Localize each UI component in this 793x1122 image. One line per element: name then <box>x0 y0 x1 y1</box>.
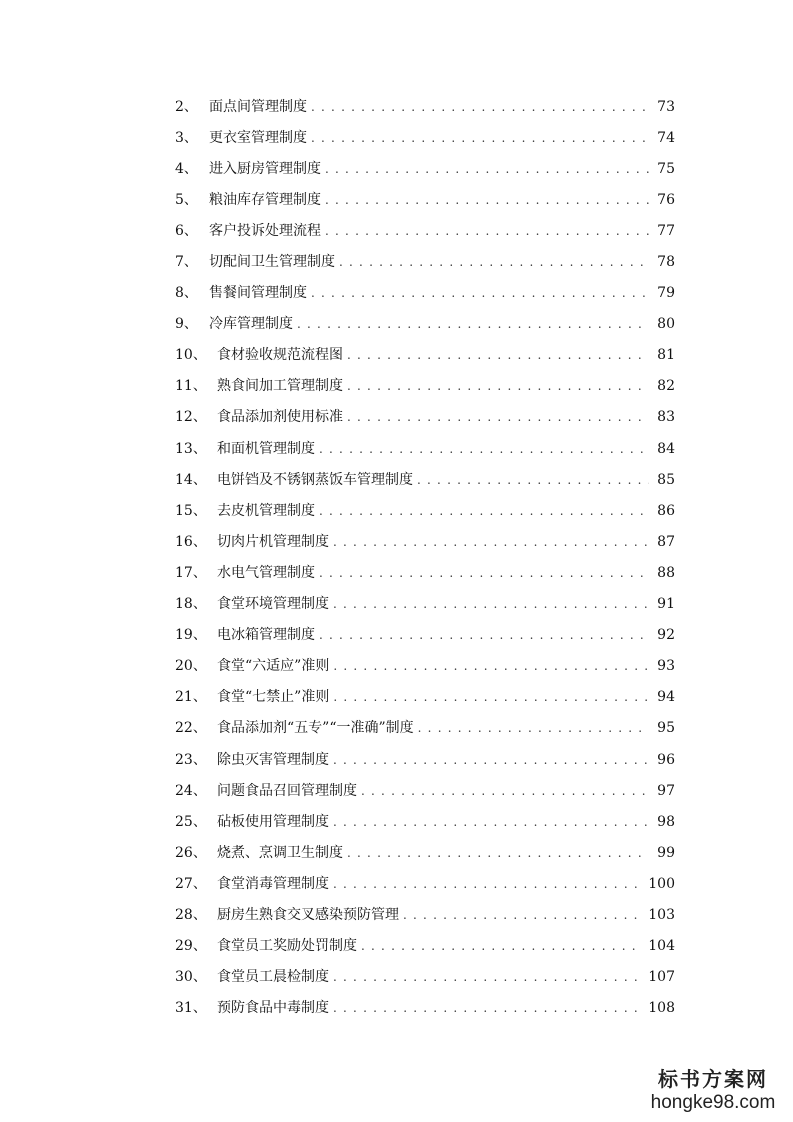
toc-entry-title: 食堂环境管理制度 <box>217 596 329 613</box>
toc-entry[interactable] <box>175 215 675 246</box>
toc-entry[interactable] <box>175 775 675 806</box>
toc-entry-title: 食堂消毒管理制度 <box>217 875 329 892</box>
toc-entry-title: 客户投诉处理流程 <box>209 222 321 239</box>
toc-dot-leader <box>325 163 649 175</box>
toc-entry[interactable] <box>175 495 675 526</box>
watermark-chinese-name: 标书方案网 <box>658 1067 768 1091</box>
toc-entry-title: 烧煮、烹调卫生制度 <box>217 844 343 861</box>
toc-dot-leader <box>319 629 649 641</box>
toc-entry-page: 85 <box>657 471 675 488</box>
toc-entry[interactable] <box>175 433 675 464</box>
toc-entry-title: 食堂员工奖励处罚制度 <box>217 938 357 955</box>
toc-entry-number: 25、 <box>175 813 207 830</box>
toc-entry-number: 18、 <box>175 596 207 613</box>
toc-entry-number: 7、 <box>175 254 198 271</box>
toc-entry-number: 10、 <box>175 347 207 364</box>
toc-entry-number: 4、 <box>175 160 198 177</box>
toc-dot-leader <box>311 132 649 144</box>
toc-entry-page: 88 <box>657 564 675 581</box>
toc-entry-number: 15、 <box>175 502 207 519</box>
toc-entry-title: 切配间卫生管理制度 <box>209 254 335 271</box>
toc-dot-leader <box>403 909 642 921</box>
toc-entry-title: 电饼铛及不锈钢蒸饭车管理制度 <box>217 471 413 488</box>
toc-dot-leader <box>361 940 642 952</box>
watermark-domain: hongke98.com <box>650 1092 776 1113</box>
toc-entry-number: 8、 <box>175 285 198 302</box>
toc-entry-number: 19、 <box>175 627 207 644</box>
toc-entry-page: 96 <box>657 751 675 768</box>
toc-entry-page: 100 <box>648 875 675 892</box>
site-watermark <box>647 1063 779 1114</box>
toc-entry-title: 和面机管理制度 <box>217 440 315 457</box>
toc-entry-title: 食堂员工晨检制度 <box>217 969 329 986</box>
toc-entry[interactable] <box>175 91 675 122</box>
toc-entry-number: 6、 <box>175 222 198 239</box>
toc-entry-page: 104 <box>648 938 675 955</box>
toc-dot-leader <box>333 878 642 890</box>
toc-entry-number: 26、 <box>175 844 207 861</box>
toc-entry-page: 80 <box>657 316 675 333</box>
toc-entry-page: 74 <box>657 129 675 146</box>
toc-dot-leader <box>333 598 649 610</box>
toc-entry[interactable] <box>175 620 675 651</box>
toc-entry[interactable] <box>175 278 675 309</box>
toc-entry-page: 73 <box>657 98 675 115</box>
toc-entry-title: 面点间管理制度 <box>209 98 307 115</box>
toc-entry-page: 107 <box>648 969 675 986</box>
toc-entry-page: 76 <box>657 191 675 208</box>
toc-entry-page: 77 <box>657 222 675 239</box>
toc-dot-leader <box>361 785 649 797</box>
toc-entry-number: 12、 <box>175 409 207 426</box>
toc-entry-title: 进入厨房管理制度 <box>209 160 321 177</box>
toc-entry-page: 83 <box>657 409 675 426</box>
toc-entry-title: 食堂“七禁止”准则 <box>217 689 330 706</box>
toc-entry-page: 91 <box>657 596 675 613</box>
toc-entry[interactable] <box>175 899 675 930</box>
toc-entry[interactable] <box>175 868 675 899</box>
toc-dot-leader <box>319 443 649 455</box>
table-of-contents <box>175 91 675 1024</box>
toc-dot-leader <box>319 505 649 517</box>
toc-entry-page: 99 <box>657 844 675 861</box>
toc-entry-title: 预防食品中毒制度 <box>217 1000 329 1017</box>
toc-entry[interactable] <box>175 464 675 495</box>
toc-entry-title: 更衣室管理制度 <box>209 129 307 146</box>
toc-entry-number: 5、 <box>175 191 198 208</box>
toc-dot-leader <box>333 691 649 703</box>
toc-entry-title: 问题食品召回管理制度 <box>217 782 357 799</box>
toc-entry[interactable] <box>175 837 675 868</box>
toc-entry-page: 92 <box>657 627 675 644</box>
toc-entry[interactable] <box>175 526 675 557</box>
toc-entry-number: 30、 <box>175 969 207 986</box>
toc-entry-title: 厨房生熟食交叉感染预防管理 <box>217 906 399 923</box>
toc-entry[interactable] <box>175 962 675 993</box>
toc-dot-leader <box>311 287 649 299</box>
toc-dot-leader <box>347 380 649 392</box>
toc-entry-page: 81 <box>657 347 675 364</box>
toc-entry-number: 31、 <box>175 1000 207 1017</box>
toc-entry-number: 20、 <box>175 658 207 675</box>
toc-dot-leader <box>297 318 649 330</box>
toc-entry-number: 23、 <box>175 751 207 768</box>
toc-entry-title: 食品添加剂“五专”“一准确”制度 <box>217 720 414 737</box>
toc-dot-leader <box>347 349 649 361</box>
toc-entry-number: 16、 <box>175 533 207 550</box>
toc-entry-page: 84 <box>657 440 675 457</box>
toc-entry-number: 2、 <box>175 98 198 115</box>
toc-dot-leader <box>347 411 649 423</box>
toc-dot-leader <box>333 1002 642 1014</box>
toc-entry[interactable] <box>175 993 675 1024</box>
toc-entry-title: 食材验收规范流程图 <box>217 347 343 364</box>
toc-entry-page: 95 <box>657 720 675 737</box>
toc-entry-title: 砧板使用管理制度 <box>217 813 329 830</box>
toc-entry[interactable] <box>175 402 675 433</box>
toc-dot-leader <box>418 722 649 734</box>
toc-dot-leader <box>319 567 649 579</box>
toc-entry-page: 94 <box>657 689 675 706</box>
toc-entry-page: 87 <box>657 533 675 550</box>
toc-entry[interactable] <box>175 371 675 402</box>
toc-entry[interactable] <box>175 184 675 215</box>
toc-dot-leader <box>311 101 649 113</box>
toc-entry-number: 9、 <box>175 316 198 333</box>
toc-entry[interactable] <box>175 744 675 775</box>
toc-entry-number: 21、 <box>175 689 207 706</box>
toc-entry-page: 103 <box>648 906 675 923</box>
toc-entry-page: 75 <box>657 160 675 177</box>
toc-entry[interactable] <box>175 122 675 153</box>
toc-dot-leader <box>333 971 642 983</box>
toc-entry-title: 熟食间加工管理制度 <box>217 378 343 395</box>
toc-entry-number: 17、 <box>175 564 207 581</box>
toc-entry-page: 108 <box>648 1000 675 1017</box>
toc-entry[interactable] <box>175 806 675 837</box>
toc-entry-title: 冷库管理制度 <box>209 316 293 333</box>
toc-entry-page: 78 <box>657 254 675 271</box>
toc-entry[interactable] <box>175 651 675 682</box>
toc-entry-number: 22、 <box>175 720 207 737</box>
toc-entry-title: 去皮机管理制度 <box>217 502 315 519</box>
toc-entry[interactable] <box>175 589 675 620</box>
toc-entry[interactable] <box>175 309 675 340</box>
toc-entry-title: 切肉片机管理制度 <box>217 533 329 550</box>
toc-dot-leader <box>325 194 649 206</box>
toc-dot-leader <box>347 847 649 859</box>
toc-entry-number: 11、 <box>175 378 207 395</box>
toc-entry[interactable] <box>175 931 675 962</box>
toc-entry-number: 13、 <box>175 440 207 457</box>
toc-entry-page: 79 <box>657 285 675 302</box>
toc-entry-number: 3、 <box>175 129 198 146</box>
toc-entry-number: 14、 <box>175 471 207 488</box>
toc-entry-title: 水电气管理制度 <box>217 564 315 581</box>
toc-entry-title: 售餐间管理制度 <box>209 285 307 302</box>
toc-entry[interactable] <box>175 340 675 371</box>
toc-entry[interactable] <box>175 246 675 277</box>
toc-dot-leader <box>417 474 649 486</box>
toc-entry-title: 电冰箱管理制度 <box>217 627 315 644</box>
toc-entry-number: 27、 <box>175 875 207 892</box>
toc-dot-leader <box>333 660 649 672</box>
toc-entry-number: 29、 <box>175 938 207 955</box>
toc-entry-title: 食品添加剂使用标准 <box>217 409 343 426</box>
toc-entry-page: 82 <box>657 378 675 395</box>
toc-entry-number: 24、 <box>175 782 207 799</box>
toc-entry[interactable] <box>175 713 675 744</box>
toc-entry-number: 28、 <box>175 906 207 923</box>
toc-entry[interactable] <box>175 557 675 588</box>
toc-entry-page: 86 <box>657 502 675 519</box>
toc-entry[interactable] <box>175 153 675 184</box>
toc-dot-leader <box>339 256 649 268</box>
toc-dot-leader <box>325 225 649 237</box>
toc-entry-page: 93 <box>657 658 675 675</box>
toc-entry[interactable] <box>175 682 675 713</box>
toc-dot-leader <box>333 816 649 828</box>
toc-entry-title: 粮油库存管理制度 <box>209 191 321 208</box>
toc-dot-leader <box>333 754 649 766</box>
toc-entry-page: 98 <box>657 813 675 830</box>
toc-entry-title: 除虫灭害管理制度 <box>217 751 329 768</box>
toc-dot-leader <box>333 536 649 548</box>
toc-entry-page: 97 <box>657 782 675 799</box>
toc-entry-title: 食堂“六适应”准则 <box>217 658 330 675</box>
